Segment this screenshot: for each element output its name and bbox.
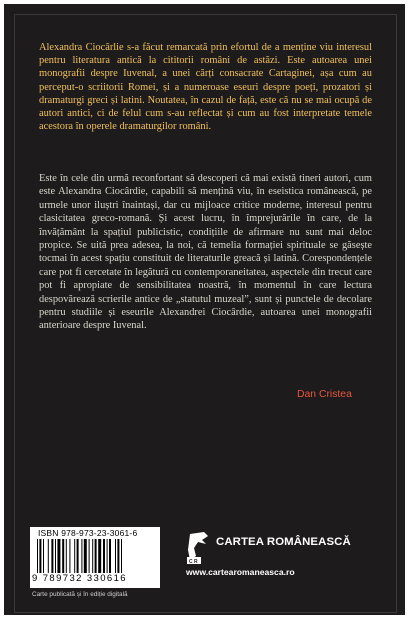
svg-text:C R: C R — [189, 559, 198, 565]
author-intro-paragraph: Alexandra Ciocârlie s-a făcut remarcată prin efortul de a menține viu interesul pentru literatura antică la cititorii români de astăzi. Este autoarea unei monografii despre Iuvenal, a unei cărți consacrate Cartaginei, așa cum au perceput-o scriitorii Romei, și a numeroase eseuri despre poeți, prozatori și dramaturgi greci și latini. Noutatea, în cazul de față, este că nu se mai ocupă de autori antici, ci de felul cum s-au reflectat și cum au fost interpretate temele acestora în operele dramaturgilor români. — [39, 42, 372, 133]
cartea-romaneasca-logo-icon — [184, 530, 214, 566]
review-paragraph: Este în cele din urmă reconfortant să descoperi că mai există tineri autori, cum este Alexandra Ciocârdie, capabili să mențină viu, în eseistica românească, pe urmele unor iluștri înaintași, dar cu mijloace critice moderne, interesul pentru clasicitatea greco-romană. Și acest lucru, în împrejurările în care, de la învățământ la spațiul publicistic, condițiile de afirmare nu sunt mai deloc propice. Se uită prea adesea, la noi, că temelia formației spirituale se găsește tocmai în acest spațiu constituit de literaturile greacă și latină. Corespondențele care pot fi cercetate în legătură cu contemporaneitatea, aspectele din trecut care pot fi apropiate de sensibilitatea noastră, în momentul în care lectura despovărează scrierile antice de „statutul muzeal”, sunt și punctele de decolare pentru studiile și eseurile Alexandrei Ciocârdie, autoarea unei monografii anterioare despre Iuvenal. — [39, 173, 372, 332]
publisher-name: CARTEA ROMÂNEASCĂ — [216, 536, 351, 548]
barcode-number: 9 789732 330616 — [32, 573, 127, 584]
barcode-panel — [30, 527, 160, 588]
reviewer-signature: Dan Cristea — [297, 389, 352, 400]
digital-edition-note: Carte publicată și în ediție digitală — [32, 591, 128, 598]
publisher-website: www.cartearomaneasca.ro — [186, 567, 295, 577]
barcode-icon — [37, 539, 152, 573]
isbn-label: ISBN 978-973-23-3061-6 — [38, 528, 138, 538]
